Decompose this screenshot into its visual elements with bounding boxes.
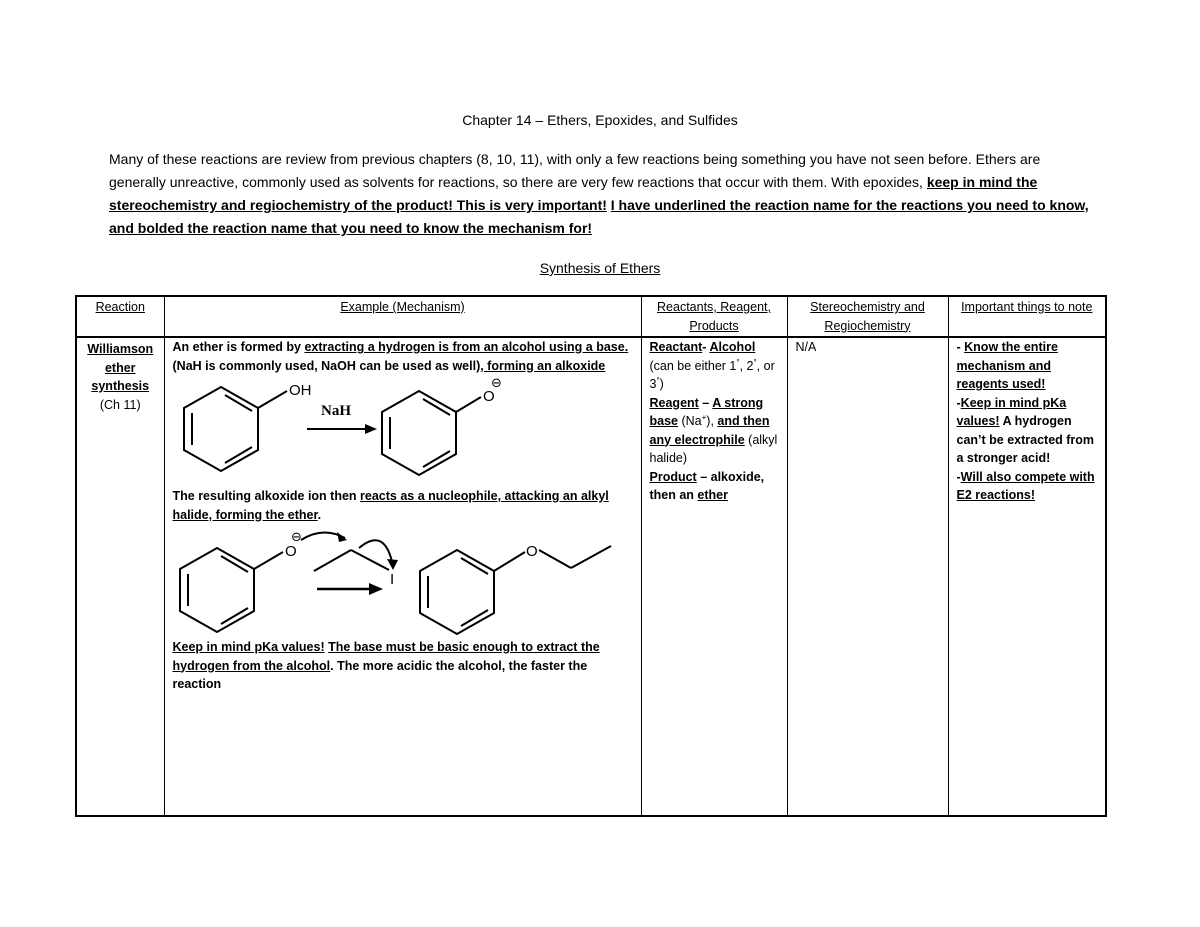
- phenoxide-structure: [382, 391, 481, 475]
- reactant-degree-note: [650, 359, 775, 392]
- intro-emphasis-2: I have underlined the reaction name for the reactions you need to know, and bolded the reaction name that you need to know the mechanism for!: [109, 197, 1089, 236]
- reagent-alkyl-halide: (alkyl halide): [649, 432, 778, 465]
- degree-text: , or 3: [649, 358, 775, 391]
- note-2-emphasis: Keep in mind pKa values!: [956, 395, 1067, 428]
- alkoxide-oxygen-label: O: [284, 543, 297, 560]
- reaction-chapter: (Ch 11): [99, 397, 141, 412]
- example-underline: , forming an alkoxide: [480, 358, 606, 373]
- section-title: Synthesis of Ethers: [539, 260, 661, 276]
- page-title: Chapter 14 – Ethers, Epoxides, and Sulfides: [462, 112, 738, 128]
- intro-text: Many of these reactions are review from previous chapters (8, 10, 11), with only a few reactions being something you have not seen before. Ethers are generally unreactive, commonly used as solvents for reactions, so there are very few reactions that occur with them. With epoxides,: [109, 151, 1041, 190]
- reaction-name: Williamson ether synthesis: [87, 342, 154, 393]
- reaction-arrow: [307, 424, 377, 434]
- ether-oxygen-label: O: [525, 543, 538, 560]
- reagent-na: (Na: [678, 414, 702, 428]
- note-2: A hydrogen can’t be extracted from a stronger acid!: [956, 414, 1095, 465]
- deprotonation-scheme: [173, 377, 633, 485]
- note-3: Will also compete with E2 reactions!: [956, 469, 1095, 502]
- ethyl-iodide-structure: [314, 550, 389, 571]
- example-text: An ether is formed by: [172, 340, 305, 354]
- oxygen-label: O: [482, 388, 495, 405]
- negative-charge-icon: ⊖: [290, 530, 302, 545]
- notes-cell: [948, 337, 1106, 816]
- reagent-dash: –: [698, 395, 713, 410]
- intro-emphasis-1: keep in mind the stereochemistry and regiochemistry of the product! This is very important!: [109, 174, 1038, 213]
- stereo-cell: N/A: [787, 337, 948, 816]
- example-underline: The base must be basic enough to extract the hydrogen from the alcohol: [172, 640, 600, 673]
- degree-text: (can be either 1: [649, 358, 737, 373]
- example-text: . The more acidic the alcohol, the faster the reaction: [172, 658, 588, 691]
- reaction-cell: [76, 337, 164, 816]
- ether-product-structure: [420, 546, 611, 634]
- example-underline: reacts as a nucleophile, attacking an alkyl halide, forming the ether: [172, 489, 609, 522]
- example-underline: extracting a hydrogen is from an alcohol using a base.: [304, 340, 629, 354]
- curved-arrow-icon: [301, 532, 393, 566]
- example-paragraph-2: [173, 487, 633, 524]
- header-notes: Important things to note: [948, 296, 1106, 337]
- degree-text: ): [659, 377, 664, 391]
- iodide-label: I: [389, 571, 394, 588]
- alkoxide-structure: [180, 548, 283, 632]
- example-underline: Keep in mind pKa values!: [172, 640, 325, 654]
- arrowhead-icon: [337, 532, 347, 542]
- example-text: (NaH is commonly used, NaOH can be used as well): [172, 358, 481, 373]
- reactions-table: [75, 295, 1107, 817]
- example-cell: [164, 337, 641, 816]
- reactant-value: Alcohol: [709, 340, 756, 354]
- header-reaction: Reaction: [76, 296, 164, 337]
- degree-sign: °: [753, 357, 757, 367]
- example-paragraph-3: [173, 638, 633, 694]
- intro-paragraph: [109, 148, 1099, 240]
- degree-sign: °: [656, 375, 660, 385]
- reactant-dash: -: [702, 340, 710, 354]
- note-dash: -: [956, 340, 965, 354]
- header-example: Example (Mechanism): [164, 296, 641, 337]
- example-text: .: [317, 507, 322, 522]
- reagent-value: A strong base: [649, 395, 764, 428]
- negative-charge-icon: ⊖: [490, 377, 502, 391]
- table-row: [76, 337, 1106, 816]
- table-header-row: [76, 296, 1106, 337]
- reaction-arrow: [317, 583, 383, 595]
- hydroxyl-label: OH: [288, 382, 311, 399]
- degree-sign: °: [736, 357, 740, 367]
- header-reactants: Reactants, Reagent, Products: [641, 296, 787, 337]
- degree-text: , 2: [739, 358, 754, 373]
- reactant-label: Reactant: [649, 340, 703, 354]
- product-dash: – alkoxide, then an: [649, 469, 765, 502]
- note-dash: -: [956, 469, 961, 484]
- example-text: The resulting alkoxide ion then: [172, 489, 361, 503]
- product-label: Product: [649, 469, 697, 484]
- example-paragraph-1: [173, 338, 633, 375]
- reagent-label: NaH: [320, 403, 351, 419]
- reactants-cell: [641, 337, 787, 816]
- reagent-na-charge: +: [701, 412, 707, 422]
- note-1: Know the entire mechanism and reagents used!: [956, 340, 1058, 391]
- note-dash: -: [956, 395, 961, 410]
- header-stereo: Stereochemistry and Regiochemistry: [787, 296, 948, 337]
- reagent-label: Reagent: [649, 395, 699, 410]
- substitution-scheme: [173, 526, 633, 636]
- reagent-na: ),: [706, 414, 718, 428]
- reagent-electrophile: and then any electrophile: [649, 414, 770, 447]
- product-value: ether: [697, 488, 728, 502]
- phenol-structure: [184, 387, 287, 471]
- arrowhead-icon: [387, 559, 398, 570]
